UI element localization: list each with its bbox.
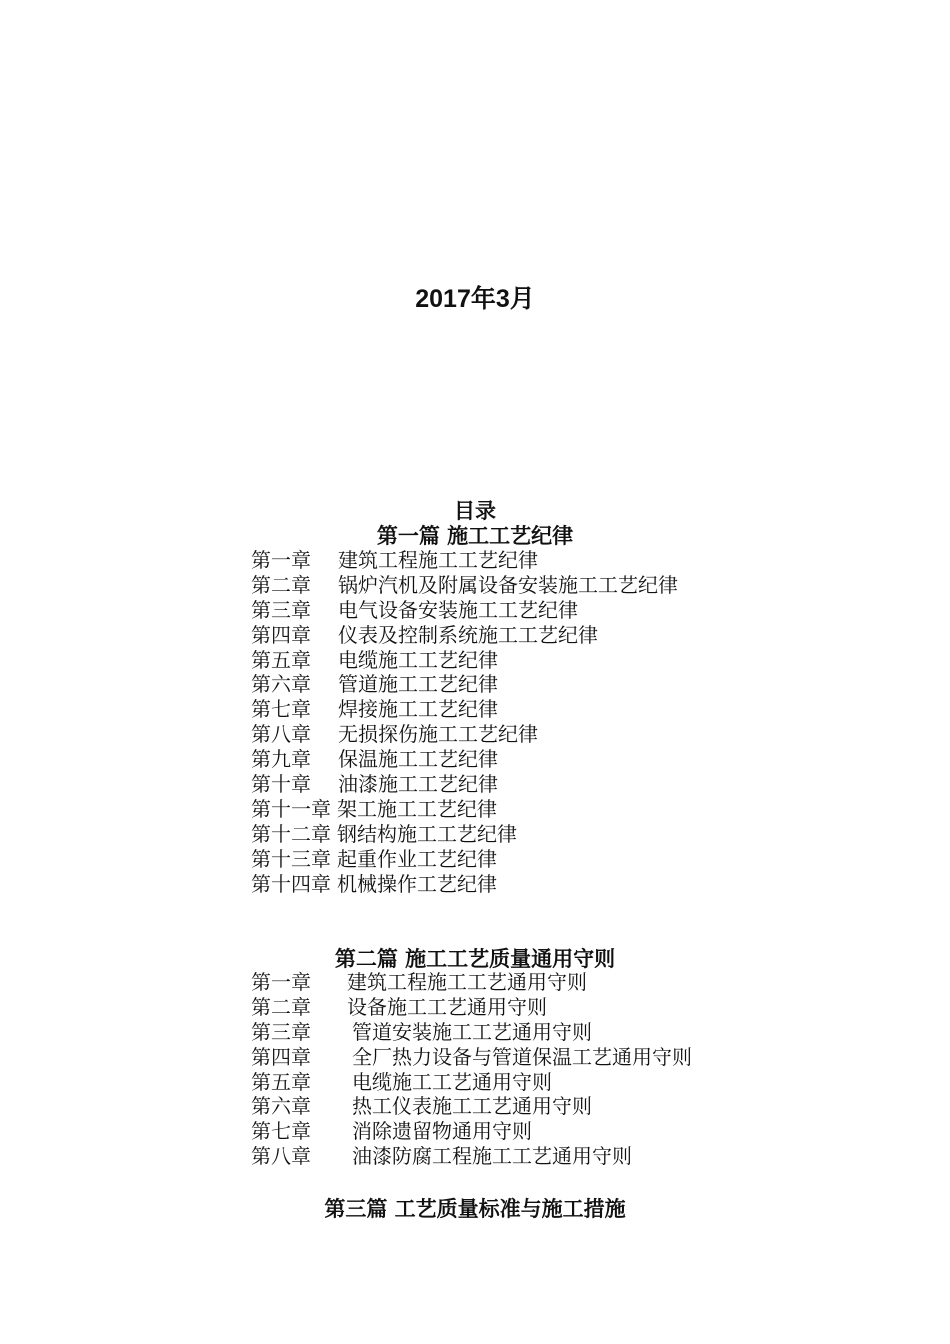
toc-entry: [251, 772, 678, 797]
chapter-title: 油漆施工工艺纪律: [338, 772, 498, 797]
part1-chapter-list: [251, 548, 678, 896]
toc-entry: [251, 623, 678, 648]
chapter-title: 油漆防腐工程施工工艺通用守则: [352, 1144, 632, 1169]
chapter-title: 热工仪表施工工艺通用守则: [352, 1094, 592, 1119]
chapter-number: 第二章: [251, 572, 311, 597]
chapter-title: 管道施工工艺纪律: [338, 672, 498, 697]
toc-entry: [251, 1144, 692, 1169]
chapter-number: 第十三章: [251, 846, 331, 871]
chapter-title: 仪表及控制系统施工工艺纪律: [338, 622, 598, 647]
chapter-title: 建筑工程施工工艺通用守则: [347, 970, 587, 994]
chapter-number: 第三章: [251, 597, 311, 622]
chapter-number: 第三章: [251, 1019, 311, 1044]
toc-entry: [251, 1119, 692, 1144]
toc-entry: [251, 872, 678, 897]
chapter-number: 第十二章: [251, 821, 331, 846]
toc-entry: [251, 598, 678, 623]
toc-entry: [251, 548, 678, 573]
chapter-number: 第四章: [251, 1044, 311, 1069]
chapter-number: 第一章: [251, 548, 311, 572]
chapter-title: 锅炉汽机及附属设备安装施工工艺纪律: [338, 572, 678, 597]
chapter-number: 第六章: [251, 672, 311, 697]
chapter-number: 第二章: [251, 994, 311, 1019]
toc-entry: [251, 573, 678, 598]
toc-entry: [251, 1094, 692, 1119]
chapter-number: 第五章: [251, 647, 311, 672]
toc-entry: [251, 648, 678, 673]
chapter-title: 机械操作工艺纪律: [337, 871, 497, 896]
chapter-number: 第五章: [251, 1069, 311, 1094]
toc-entry: [251, 970, 692, 995]
toc-entry: [251, 797, 678, 822]
chapter-number: 第六章: [251, 1094, 311, 1119]
part2-chapter-list: [251, 970, 692, 1169]
chapter-number: 第八章: [251, 1144, 311, 1169]
chapter-number: 第十章: [251, 772, 311, 797]
chapter-number: 第七章: [251, 1119, 311, 1144]
part3-title: 第三篇 工艺质量标准与施工措施: [324, 1197, 626, 1221]
chapter-number: 第八章: [251, 722, 311, 747]
chapter-title: 起重作业工艺纪律: [337, 846, 497, 871]
toc-entry: [251, 822, 678, 847]
toc-entry: [251, 747, 678, 772]
chapter-title: 无损探伤施工工艺纪律: [338, 722, 538, 747]
toc-title: 目录: [454, 499, 496, 523]
chapter-title: 消除遗留物通用守则: [352, 1119, 532, 1144]
chapter-number: 第十四章: [251, 871, 331, 896]
toc-entry: [251, 1070, 692, 1095]
toc-entry: [251, 1020, 692, 1045]
chapter-number: 第四章: [251, 622, 311, 647]
chapter-title: 管道安装施工工艺通用守则: [352, 1019, 592, 1044]
toc-entry: [251, 995, 692, 1020]
chapter-title: 全厂热力设备与管道保温工艺通用守则: [352, 1044, 692, 1069]
toc-entry: [251, 672, 678, 697]
chapter-title: 架工施工工艺纪律: [337, 796, 497, 821]
part2-title: 第二篇 施工工艺质量通用守则: [334, 947, 616, 971]
toc-entry: [251, 697, 678, 722]
chapter-title: 保温施工工艺纪律: [338, 747, 498, 772]
chapter-title: 焊接施工工艺纪律: [338, 697, 498, 722]
toc-entry: [251, 722, 678, 747]
toc-entry: [251, 847, 678, 872]
toc-entry: [251, 1045, 692, 1070]
chapter-title: 建筑工程施工工艺纪律: [338, 548, 538, 572]
document-date: 2017年3月: [415, 285, 535, 313]
chapter-title: 钢结构施工工艺纪律: [337, 821, 517, 846]
chapter-title: 电缆施工工艺通用守则: [352, 1069, 552, 1094]
part1-title: 第一篇 施工工艺纪律: [376, 524, 574, 548]
chapter-title: 电气设备安装施工工艺纪律: [338, 597, 578, 622]
chapter-number: 第七章: [251, 697, 311, 722]
chapter-number: 第九章: [251, 747, 311, 772]
chapter-number: 第一章: [251, 970, 311, 994]
chapter-number: 第十一章: [251, 796, 331, 821]
chapter-title: 设备施工工艺通用守则: [347, 994, 547, 1019]
chapter-title: 电缆施工工艺纪律: [338, 647, 498, 672]
